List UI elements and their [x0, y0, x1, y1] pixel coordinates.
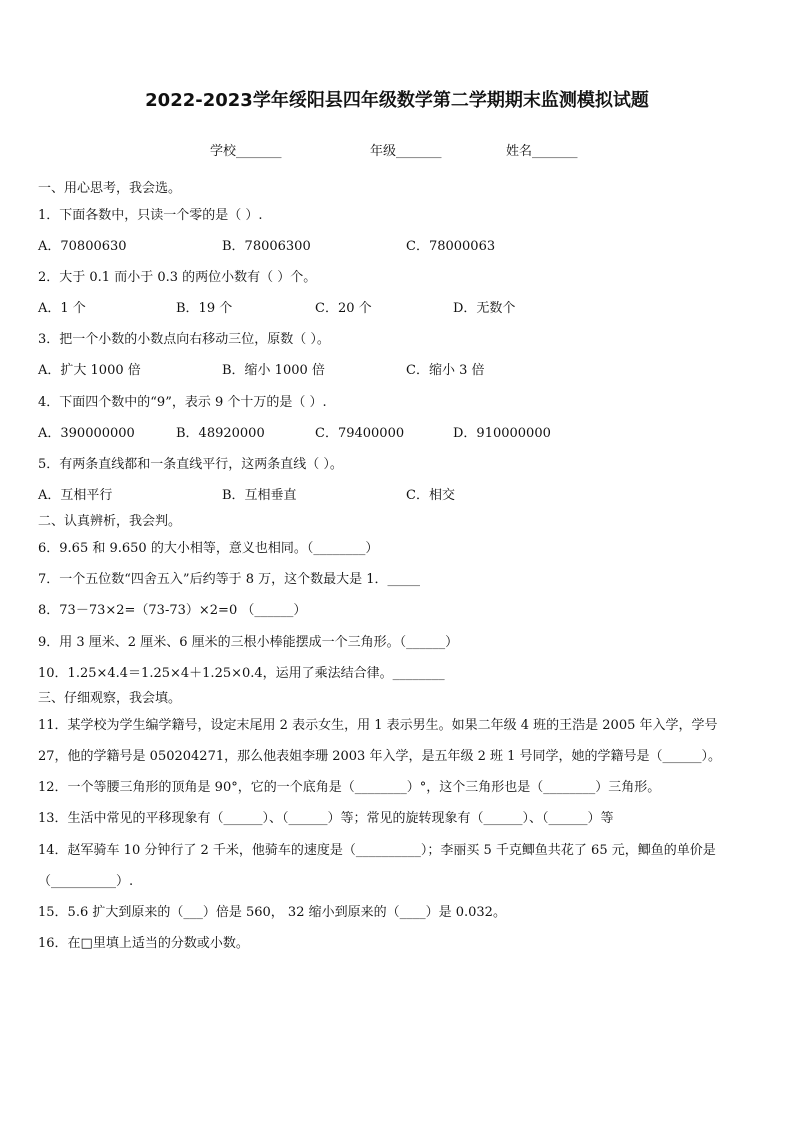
question-14-line-1: 14．赵军骑车 10 分钟行了 2 千米，他骑车的速度是（__________）；李丽买 5 千克鲫鱼共花了 65 元，鲫鱼的单价是	[38, 843, 716, 858]
school-field: 学校_______	[210, 144, 282, 159]
question-3-option-a: A．扩大 1000 倍	[38, 363, 141, 378]
question-5-option-a: A．互相平行	[38, 488, 113, 503]
name-field: 姓名_______	[506, 144, 578, 159]
question-4-option-b: B．48920000	[176, 426, 265, 441]
section-heading-judge: 二、认真辨析，我会判。	[38, 514, 182, 529]
question-2-option-b: B．19 个	[176, 301, 233, 316]
question-5-option-c: C．相交	[406, 488, 455, 503]
question-1-option-a: A．70800630	[38, 239, 127, 254]
page-title: 2022-2023学年绥阳县四年级数学第二学期期末监测模拟试题	[145, 90, 649, 111]
question-16: 16．在□里填上适当的分数或小数。	[38, 936, 249, 951]
question-4-option-c: C．79400000	[315, 426, 405, 441]
question-14-line-2: （__________）.	[38, 874, 134, 889]
question-3-option-c: C．缩小 3 倍	[406, 363, 485, 378]
grade-field: 年级_______	[370, 144, 442, 159]
question-2: 2．大于 0.1 而小于 0.3 的两位小数有（ ）个。	[38, 270, 317, 285]
question-1-option-b: B．78006300	[222, 239, 311, 254]
question-4-option-a: A．390000000	[38, 426, 135, 441]
question-13: 13．生活中常见的平移现象有（______）、（______）等；常见的旋转现象有（______）、（______）等	[38, 811, 614, 826]
question-3: 3．把一个小数的小数点向右移动三位，原数（ ）。	[38, 332, 330, 347]
section-heading-choice: 一、用心思考，我会选。	[38, 181, 182, 196]
question-5-option-b: B．互相垂直	[222, 488, 297, 503]
question-15: 15．5.6 扩大到原来的（___）倍是 560， 32 缩小到原来的（____）是 0.032。	[38, 905, 506, 920]
question-2-option-d: D．无数个	[453, 301, 516, 316]
question-1: 1．下面各数中，只读一个零的是（ ）.	[38, 208, 263, 223]
question-2-option-a: A．1 个	[38, 301, 86, 316]
question-11-line-1: 11．某学校为学生编学籍号，设定末尾用 2 表示女生，用 1 表示男生。如果二年级 4 班的王浩是 2005 年入学，学号	[38, 718, 718, 733]
question-4-option-d: D．910000000	[453, 426, 551, 441]
question-6: 6．9.65 和 9.650 的大小相等，意义也相同。（________）	[38, 541, 379, 556]
question-12: 12．一个等腰三角形的顶角是 90°，它的一个底角是（________）°，这个三角形也是（________）三角形。	[38, 780, 661, 795]
question-5: 5．有两条直线都和一条直线平行，这两条直线（ ）。	[38, 457, 343, 472]
section-heading-fill: 三、仔细观察，我会填。	[38, 691, 182, 706]
question-9: 9．用 3 厘米、2 厘米、6 厘米的三根小棒能摆成一个三角形。（______）	[38, 635, 459, 650]
question-11-line-2: 27，他的学籍号是 050204271，那么他表姐李珊 2003 年入学，是五年级 2 班 1 号同学，她的学籍号是（______）。	[38, 749, 722, 764]
question-7: 7．一个五位数“四舍五入”后约等于 8 万，这个数最大是 1．_____	[38, 572, 421, 587]
question-3-option-b: B．缩小 1000 倍	[222, 363, 325, 378]
question-2-option-c: C．20 个	[315, 301, 372, 316]
question-4: 4．下面四个数中的“9”，表示 9 个十万的是（ ）.	[38, 395, 327, 410]
question-8: 8．73－73×2=（73-73）×2=0 （______）	[38, 603, 307, 618]
question-1-option-c: C．78000063	[406, 239, 496, 254]
question-10: 10．1.25×4.4＝1.25×4＋1.25×0.4，运用了乘法结合律。________	[38, 666, 445, 681]
